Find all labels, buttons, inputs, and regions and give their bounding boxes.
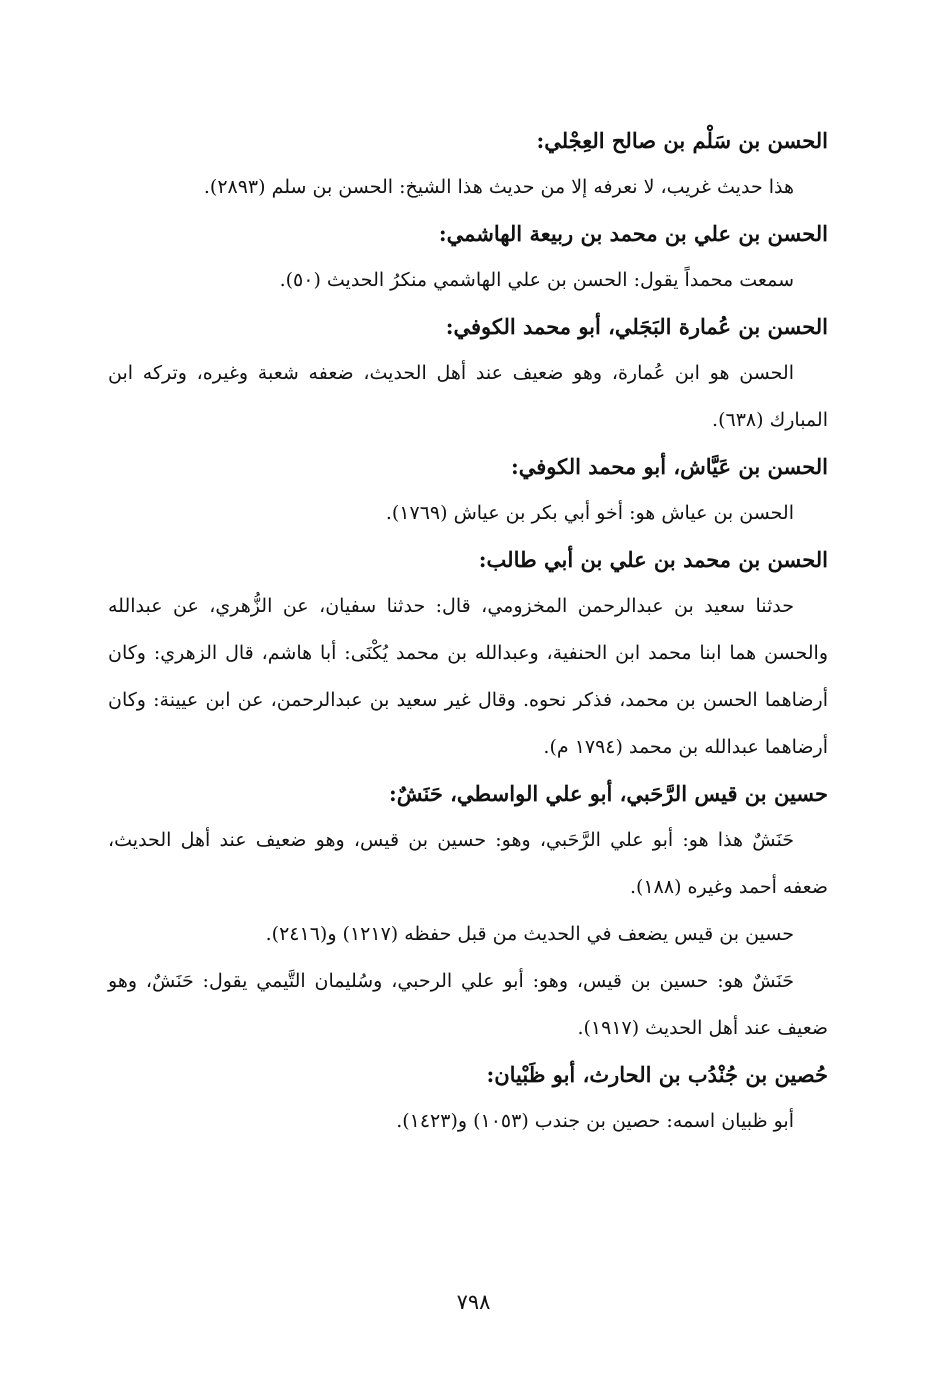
entry-heading: الحسن بن عَيَّاش، أبو محمد الكوفي: [510, 454, 828, 479]
entry [108, 118, 828, 211]
entry-paragraph: سمعت محمداً يقول: الحسن بن علي الهاشمي منكرُ الحديث (٥٠). [279, 269, 794, 291]
entry-heading: حُصين بن جُنْدُب بن الحارث، أبو ظَبْيان: [486, 1062, 828, 1087]
page-number: ٧٩٨ [456, 1290, 491, 1314]
entry [108, 537, 828, 771]
entry-paragraph: الحسن بن عياش هو: أخو أبي بكر بن عياش (١٧٦٩). [385, 502, 794, 524]
entry-paragraph: حَنَشٌ هو: حسين بن قيس، وهو: أبو علي الرحبي، وسُليمان التَّيمي يقول: حَنَشٌ، وهو ضعيف عند أهل الحديث (١٩١٧). [108, 970, 828, 1039]
entry-paragraph: حسين بن قيس يضعف في الحديث من قبل حفظه (١٢١٧) و(٢٤١٦). [265, 923, 794, 945]
entry-heading: الحسن بن علي بن محمد بن ربيعة الهاشمي: [438, 221, 828, 246]
entry-paragraph: حَنَشٌ هذا هو: أبو علي الرَّحَبي، وهو: حسين بن قيس، وهو ضعيف عند أهل الحديث، ضعفه أحمد وغيره (١٨٨). [108, 829, 828, 898]
entry [108, 771, 828, 1052]
entry-heading: الحسن بن محمد بن علي بن أبي طالب: [478, 547, 828, 572]
entry [108, 1052, 828, 1145]
entry-paragraph: أبو ظبيان اسمه: حصين بن جندب (١٠٥٣) و(١٤٢٣). [396, 1110, 794, 1132]
entry-paragraph: حدثنا سعيد بن عبدالرحمن المخزومي، قال: حدثنا سفيان، عن الزُّهري، عن عبدالله والحسن هما ابنا محمد ابن الحنفية، وعبدالله بن محمد يُكْنَى: أبا هاشم، قال الزهري: وكان أرضاهما الحسن بن محمد، فذكر نحوه. وقال غير سعيد بن عبدالرحمن، عن ابن عيينة: وكان أرضاهما عبدالله بن محمد (١٧٩٤ م). [108, 595, 828, 758]
entry [108, 444, 828, 537]
entry-heading: الحسن بن سَلْم بن صالح العِجْلي: [536, 128, 828, 153]
entry [108, 304, 828, 444]
text-column [108, 118, 828, 1145]
entry-paragraph: الحسن هو ابن عُمارة، وهو ضعيف عند أهل الحديث، ضعفه شعبة وغيره، وتركه ابن المبارك (٦٣٨). [108, 362, 828, 431]
entry-heading: الحسن بن عُمارة البَجَلي، أبو محمد الكوفي: [445, 314, 828, 339]
entry [108, 211, 828, 304]
entry-heading: حسين بن قيس الرَّحَبي، أبو علي الواسطي، حَنَشٌ: [389, 781, 828, 806]
entry-paragraph: هذا حديث غريب، لا نعرفه إلا من حديث هذا الشيخ: الحسن بن سلم (٢٨٩٣). [203, 176, 794, 198]
